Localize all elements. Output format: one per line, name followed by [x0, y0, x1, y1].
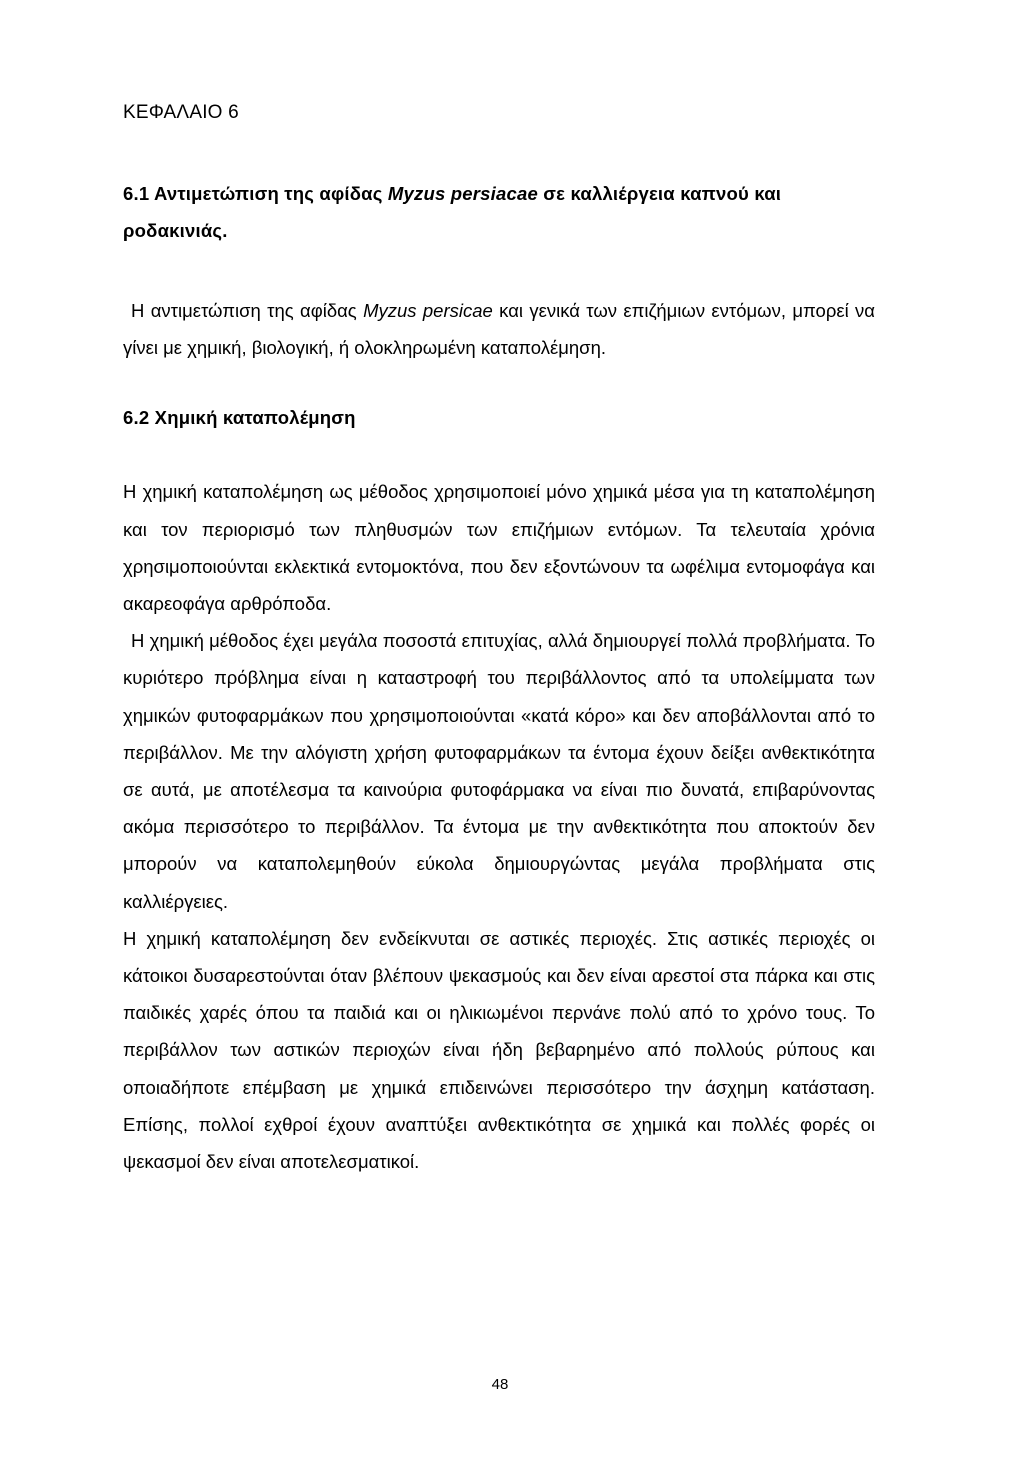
section-6-1-paragraph-prefix: Η αντιμετώπιση της αφίδας: [131, 300, 364, 321]
section-6-1-paragraph-species: Myzus persicae: [363, 300, 493, 321]
section-6-2-heading: 6.2 Χημική καταπολέμηση: [123, 407, 356, 429]
section-6-1-heading: [123, 175, 875, 249]
page-number: 48: [491, 1376, 509, 1393]
section-6-2-paragraph-1: Η χημική καταπολέμηση ως μέθοδος χρησιμοποιεί μόνο χημικά μέσα για τη καταπολέμηση και τον περιορισμό των πληθυσμών των επιζήμιων εντόμων. Τα τελευταία χρόνια χρησιμοποιούνται εκλεκτικά εντομοκτόνα, που δεν εξοντώνουν τα ωφέλιμα εντομοφάγα και ακαρεοφάγα αρθρόποδα.: [123, 481, 875, 615]
section-6-2-paragraph-2: Η χημική μέθοδος έχει μεγάλα ποσοστά επιτυχίας, αλλά δημιουργεί πολλά προβλήματα. Το κυριότερο πρόβλημα είναι η καταστροφή του περιβάλλοντος από τα υπολείμματα των χημικών φυτοφαρμάκων που χρησιμοποιούνται «κατά κόρο» και δεν αποβάλλονται από το περιβάλλον. Με την αλόγιστη χρήση φυτοφαρμάκων τα έντομα έχουν δείξει ανθεκτικότητα σε αυτά, με αποτέλεσμα τα καινούρια φυτοφάρμακα να είναι πιο δυνατά, επιβαρύνοντας ακόμα περισσότερο το περιβάλλον. Τα έντομα με την ανθεκτικότητα που αποκτούν δεν μπορούν να καταπολεμηθούν εύκολα δημιουργώντας μεγάλα προβλήματα στις καλλιέργειες.: [123, 630, 875, 912]
section-6-2-paragraph-3: Η χημική καταπολέμηση δεν ενδείκνυται σε αστικές περιοχές. Στις αστικές περιοχές οι κάτοικοι δυσαρεστούνται όταν βλέπουν ψεκασμούς και δεν είναι αρεστοί στα πάρκα και στις παιδικές χαρές όπου τα παιδιά και οι ηλικιωμένοι περνάνε πολύ από το χρόνο τους. Το περιβάλλον των αστικών περιοχών είναι ήδη βεβαρημένο από πολλούς ρύπους και οποιαδήποτε επέμβαση με χημικά επιδεινώνει περισσότερο την άσχημη κατάσταση. Επίσης, πολλοί εχθροί έχουν αναπτύξει ανθεκτικότητα σε χημικά και πολλές φορές οι ψεκασμοί δεν είναι αποτελεσματικοί.: [123, 927, 875, 1173]
section-6-1-heading-species: Myzus persiacae: [387, 183, 538, 204]
chapter-title: ΚΕΦΑΛΑΙΟ 6: [123, 102, 239, 123]
section-6-1-paragraph-suffix: και γενικά των επιζήμιων εντόμων, μπορεί να γίνει με χημική, βιολογική, ή ολοκληρωμένη καταπολέμηση.: [123, 300, 875, 359]
section-6-1-heading-prefix: 6.1 Αντιμετώπιση της αφίδας: [123, 183, 388, 204]
section-6-1-paragraph: [123, 292, 875, 366]
section-6-1-heading-suffix: σε καλλιέργεια καπνού και ροδακινιάς.: [123, 183, 782, 241]
page-content: [123, 96, 875, 1180]
